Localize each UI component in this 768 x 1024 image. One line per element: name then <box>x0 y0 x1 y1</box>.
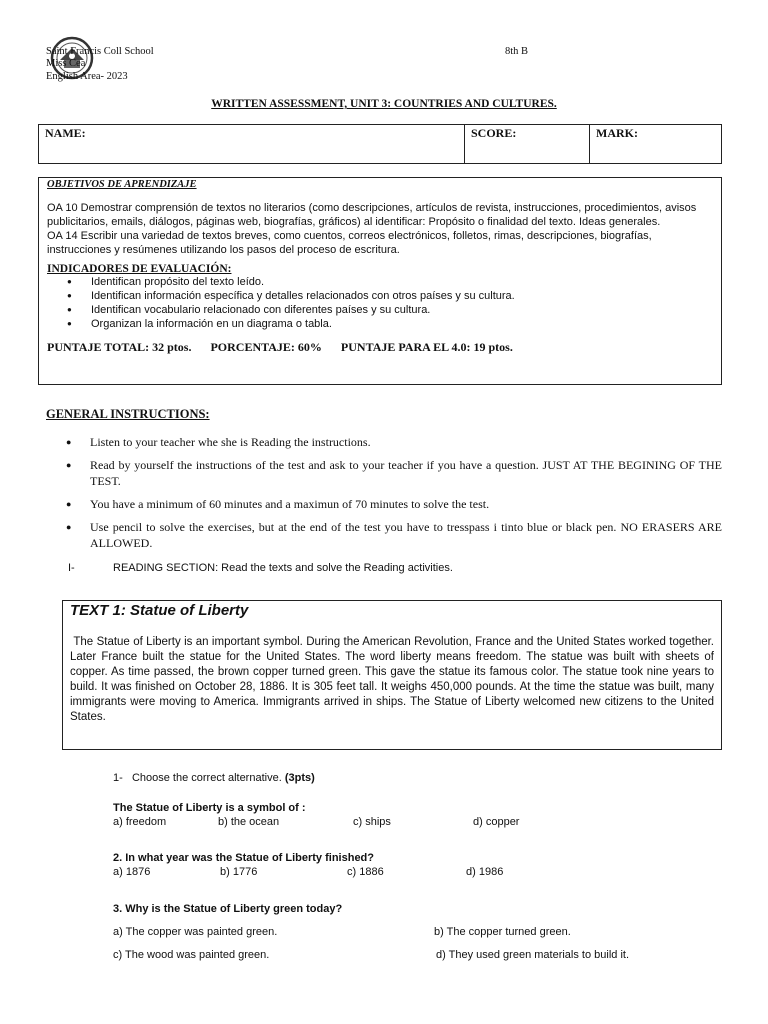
objective-oa10: OA 10 Demostrar comprensión de textos no literarios (como descripciones, artículos de revista, instrucciones, procedimientos, avisos publicitarios, emails, diálogos, páginas web, biografías, gráficos) al identificar: Propósito o finalidad del texto. Ideas generales. <box>47 202 697 228</box>
q1-option-d[interactable]: d) copper <box>473 816 520 828</box>
indicators-heading: INDICADORES DE EVALUACIÓN: <box>47 263 232 275</box>
text1-box <box>62 600 722 750</box>
area-year: English Area- 2023 <box>46 71 128 82</box>
q2-option-d[interactable]: d) 1986 <box>466 866 504 878</box>
mark-label: MARK: <box>596 126 638 140</box>
porcentaje: PORCENTAJE: 60% <box>210 340 322 354</box>
q3-option-d[interactable]: d) They used green materials to build it. <box>436 949 630 961</box>
general-instructions-heading: GENERAL INSTRUCTIONS: <box>46 407 210 421</box>
q3-option-b[interactable]: b) The copper turned green. <box>434 926 571 938</box>
question-2-prompt: 2. In what year was the Statue of Liberty finished? <box>113 852 374 864</box>
grade-label: 8th B <box>505 46 529 57</box>
puntaje-4: PUNTAJE PARA EL 4.0: 19 ptos. <box>340 340 513 354</box>
activity-number: 1- <box>113 772 123 784</box>
q3-option-c[interactable]: c) The wood was painted green. <box>113 949 270 961</box>
name-label: NAME: <box>45 126 86 140</box>
activity-points: (3pts) <box>284 772 315 784</box>
teacher-name: Miss Cea <box>46 58 86 69</box>
text1-body <box>70 635 714 725</box>
q2-option-b[interactable]: b) 1776 <box>220 866 258 878</box>
indicator-item: ● Identifican vocabulario relacionado con diferentes países y su cultura. <box>91 303 713 317</box>
indicators-list <box>47 275 713 331</box>
section-number: I- <box>68 562 75 574</box>
objective-oa14: OA 14 Escribir una variedad de textos breves, como cuentos, correos electrónicos, folletos, rimas, descripciones, biografías, instrucciones y resúmenes utilizando los pasos del proceso de escritura. <box>47 230 652 256</box>
mark-field[interactable] <box>589 125 721 163</box>
objectives-box <box>38 177 722 385</box>
student-info-table <box>38 124 722 164</box>
instruction-item: ● You have a minimum of 60 minutes and a maximun of 70 minutes to solve the test. <box>66 496 722 512</box>
section-instruction: READING SECTION: Read the texts and solve the Reading activities. <box>113 562 453 574</box>
indicator-item: ● Organizan la información en un diagrama o tabla. <box>91 317 713 331</box>
indicator-item: ● Identifican información específica y detalles relacionados con otros países y su cultura. <box>91 289 713 303</box>
question-3-prompt: 3. Why is the Statue of Liberty green today? <box>113 903 343 915</box>
score-field[interactable] <box>464 125 589 163</box>
text1-title: TEXT 1: Statue of Liberty <box>70 602 249 619</box>
instruction-item: ● Read by yourself the instructions of the test and ask to your teacher if you have a question. JUST AT THE BEGINING OF THE TEST. <box>66 457 722 489</box>
reading-section-heading <box>68 562 453 574</box>
q2-option-a[interactable]: a) 1876 <box>113 866 151 878</box>
name-field[interactable] <box>39 125 464 163</box>
general-instructions-list <box>66 434 722 558</box>
school-name: Saint Francis Coll School <box>46 46 154 57</box>
score-label: SCORE: <box>471 126 517 140</box>
objectives-heading: OBJETIVOS DE APRENDIZAJE <box>47 179 197 190</box>
indicator-item: ● Identifican propósito del texto leído. <box>91 275 713 289</box>
instruction-item: ● Listen to your teacher whe she is Reading the instructions. <box>66 434 722 450</box>
q2-option-c[interactable]: c) 1886 <box>347 866 384 878</box>
instruction-item: ● Use pencil to solve the exercises, but at the end of the test you have to tresspass i tinto blue or black pen. NO ERASERS ARE ALLOWED. <box>66 519 722 551</box>
question-1-prompt: The Statue of Liberty is a symbol of : <box>113 802 306 814</box>
q1-option-c[interactable]: c) ships <box>353 816 391 828</box>
q1-option-b[interactable]: b) the ocean <box>218 816 280 828</box>
assessment-title: WRITTEN ASSESSMENT, UNIT 3: COUNTRIES AND CULTURES. <box>211 98 557 110</box>
score-summary <box>47 340 713 355</box>
activity-instruction: Choose the correct alternative. <box>131 772 282 784</box>
puntaje-total: PUNTAJE TOTAL: 32 ptos. <box>47 340 192 354</box>
activity1-heading <box>113 772 315 784</box>
q1-option-a[interactable]: a) freedom <box>113 816 167 828</box>
q3-option-a[interactable]: a) The copper was painted green. <box>113 926 278 938</box>
text1-body-text: The Statue of Liberty is an important symbol. During the American Revolution, France and the United States worked together. Later France built the statue for the United States. The word liberty means freedom. The statue was built with sheets of copper. As time passed, the brown copper turned green. This gave the statue its famous color. The statue took nine years to build. It was finished on October 28, 1886. It is 305 feet tall. It weighs 450,000 pounds. At the time the statue was built, many immigrants were moving to America. Immigrants arrived in ships. The Statue of Liberty welcomed new citizens to the United States. <box>70 636 715 723</box>
